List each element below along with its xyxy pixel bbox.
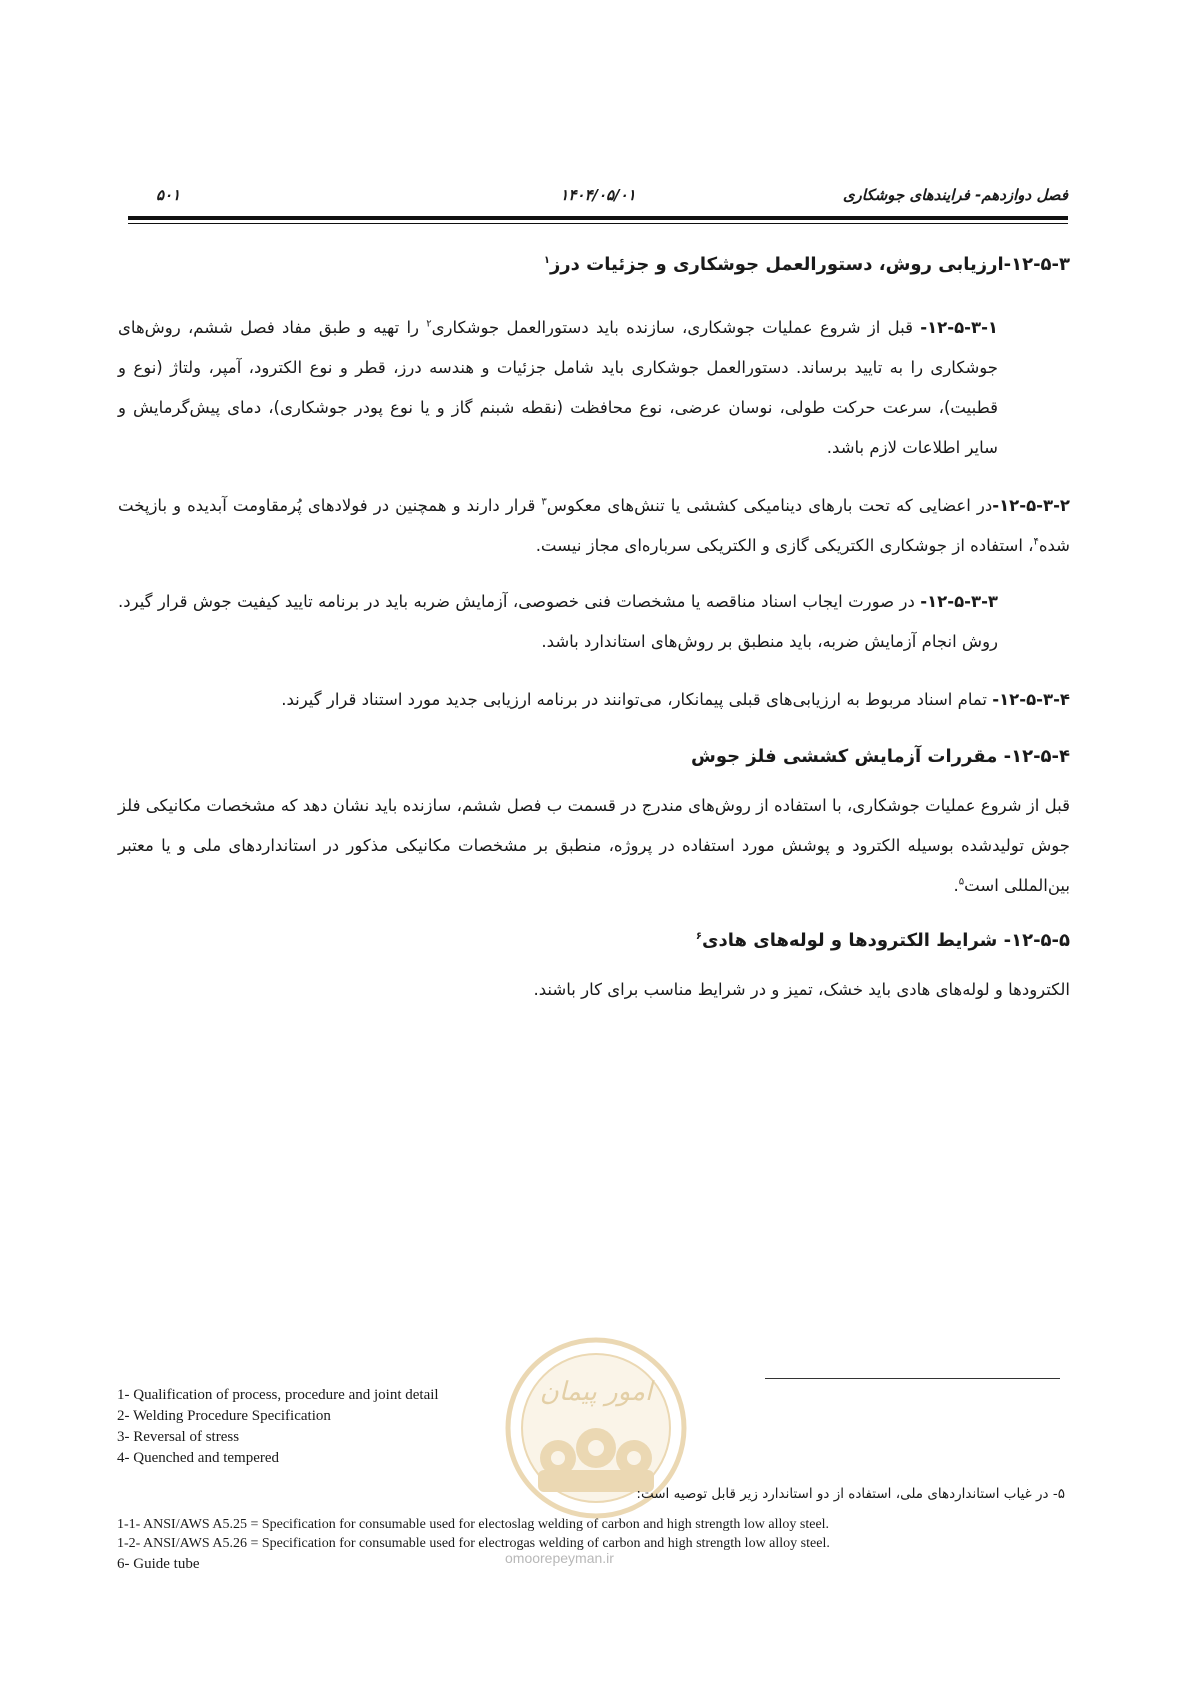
section-number: ۱۲-۵-۵- (1003, 930, 1070, 951)
footnote-3: 3- Reversal of stress (117, 1429, 240, 1445)
watermark-url: omoorepeyman.ir (505, 1550, 614, 1566)
section-heading-12-5-5 (118, 926, 1070, 956)
section-number: ۱۲-۵-۴- (1003, 746, 1070, 767)
footnote-2: 2- Welding Procedure Specification (117, 1408, 331, 1424)
clause-number: ۱۲-۵-۳-۲- (992, 496, 1070, 515)
footnote-4: 4- Quenched and tempered (117, 1450, 280, 1466)
paragraph-text: را تهیه و طبق مفاد فصل ششم، روش‌های جوشکاری را به تایید برساند. دستورالعمل جوشکاری باید شامل جزئیات و هندسه درز، قطر و نوع الکترود، آمپر، ولتاژ (نوع و قطبیت)، سرعت حرکت طولی، نوسان عرضی، نوع محافظت (نقطه شبنم گاز و یا نوع پودر جوشکاری)، دمای پیش‌گرمایش و سایر اطلاعات لازم باشد. (118, 318, 998, 457)
footnote-5-2: 1-2- ANSI/AWS A5.26 = Specification for consumable used for electrogas welding of carbon and high strength low alloy steel. (117, 1536, 830, 1551)
page-number: ۵۰۱ (156, 186, 181, 204)
clause-number: ۱۲-۵-۳-۴- (992, 690, 1070, 709)
page-header (128, 186, 1068, 208)
paragraph-end: . (953, 876, 959, 895)
footnote-ref: ۶ (695, 931, 702, 942)
section-title: شرایط الکترودها و لوله‌های هادی (701, 930, 1004, 951)
paragraph-12-5-5 (118, 970, 1070, 1010)
paragraph-12-5-3-4 (118, 680, 1070, 720)
header-rule-thin (128, 223, 1068, 224)
clause-number: ۱۲-۵-۳-۳- (920, 592, 998, 611)
footnote-separator (765, 1378, 1060, 1379)
paragraph-text: در صورت ایجاب اسناد مناقصه یا مشخصات فنی خصوصی، آزمایش ضربه باید در برنامه تایید کیفیت جوش قرار گیرد. روش انجام آزمایش ضربه، باید منطبق بر روش‌های استاندارد باشد. (118, 592, 998, 651)
section-heading-12-5-3 (118, 250, 1070, 280)
section-heading-12-5-4 (118, 742, 1070, 772)
footnote-ref: ۳ (541, 496, 547, 508)
header-date: ۱۴۰۴/۰۵/۰۱ (560, 186, 636, 204)
paragraph-12-5-4 (118, 786, 1070, 906)
footnote-ref: ۵ (958, 876, 965, 888)
paragraph-text: در اعضایی که تحت بارهای دینامیکی کششی یا تنش‌های معکوس (546, 496, 993, 515)
paragraph-12-5-3-3 (118, 582, 1070, 662)
header-rule-thick (128, 216, 1068, 220)
section-number: ۱۲-۵-۳- (1003, 254, 1070, 275)
section-title: مقررات آزمایش کششی فلز جوش (690, 746, 1004, 767)
paragraph-text: قرار دارند و همچنین در فولادهای پُرمقاومت آبدیده و بازپخت شده (118, 496, 1070, 555)
paragraph-text: قبل از شروع عملیات جوشکاری، سازنده باید دستورالعمل جوشکاری (431, 318, 921, 337)
paragraph-text: الکترودها و لوله‌های هادی باید خشک، تمیز و در شرایط مناسب برای کار باشند. (533, 980, 1070, 999)
footnote-1: 1- Qualification of process, procedure and joint detail (117, 1387, 439, 1403)
paragraph-12-5-3-2 (118, 486, 1070, 566)
paragraph-text: قبل از شروع عملیات جوشکاری، با استفاده از روش‌های مندرج در قسمت ب فصل ششم، سازنده باید نشان دهد که مشخصات مکانیکی فلز جوش تولیدشده بوسیله الکترود و پوشش مورد استفاده در پروژه، منطبق بر مشخصات مکانیکی مذکور در استانداردهای ملی و یا معتبر بین‌المللی است (118, 796, 1070, 895)
svg-text:امور پیمان: امور پیمان (539, 1377, 653, 1407)
main-content (118, 250, 1070, 1010)
paragraph-text: ، استفاده از جوشکاری الکتریکی گازی و الکتریکی سرباره‌ای مجاز نیست. (535, 536, 1034, 555)
section-title: ارزیابی روش، دستورالعمل جوشکاری و جزئیات درز (549, 254, 1004, 275)
footnote-ref: ۴ (1033, 536, 1039, 548)
footnote-5-1: 1-1- ANSI/AWS A5.25 = Specification for consumable used for electoslag welding of carbon and high strength low alloy steel. (117, 1517, 830, 1532)
footnote-ref: ۱ (543, 255, 550, 266)
paragraph-12-5-3-1 (118, 308, 1070, 468)
clause-number: ۱۲-۵-۳-۱- (920, 318, 998, 337)
paragraph-text: تمام اسناد مربوط به ارزیابی‌های قبلی پیمانکار، می‌توانند در برنامه ارزیابی جدید مورد استناد قرار گیرند. (281, 690, 993, 709)
chapter-title: فصل دوازدهم- فرایندهای جوشکاری (842, 186, 1068, 204)
footnote-6: 6- Guide tube (117, 1556, 200, 1572)
footnote-ref: ۲ (426, 318, 432, 330)
footnote-5: ۵- در غیاب استانداردهای ملی، استفاده از دو استاندارد زیر قابل توصیه است: (636, 1486, 1065, 1502)
